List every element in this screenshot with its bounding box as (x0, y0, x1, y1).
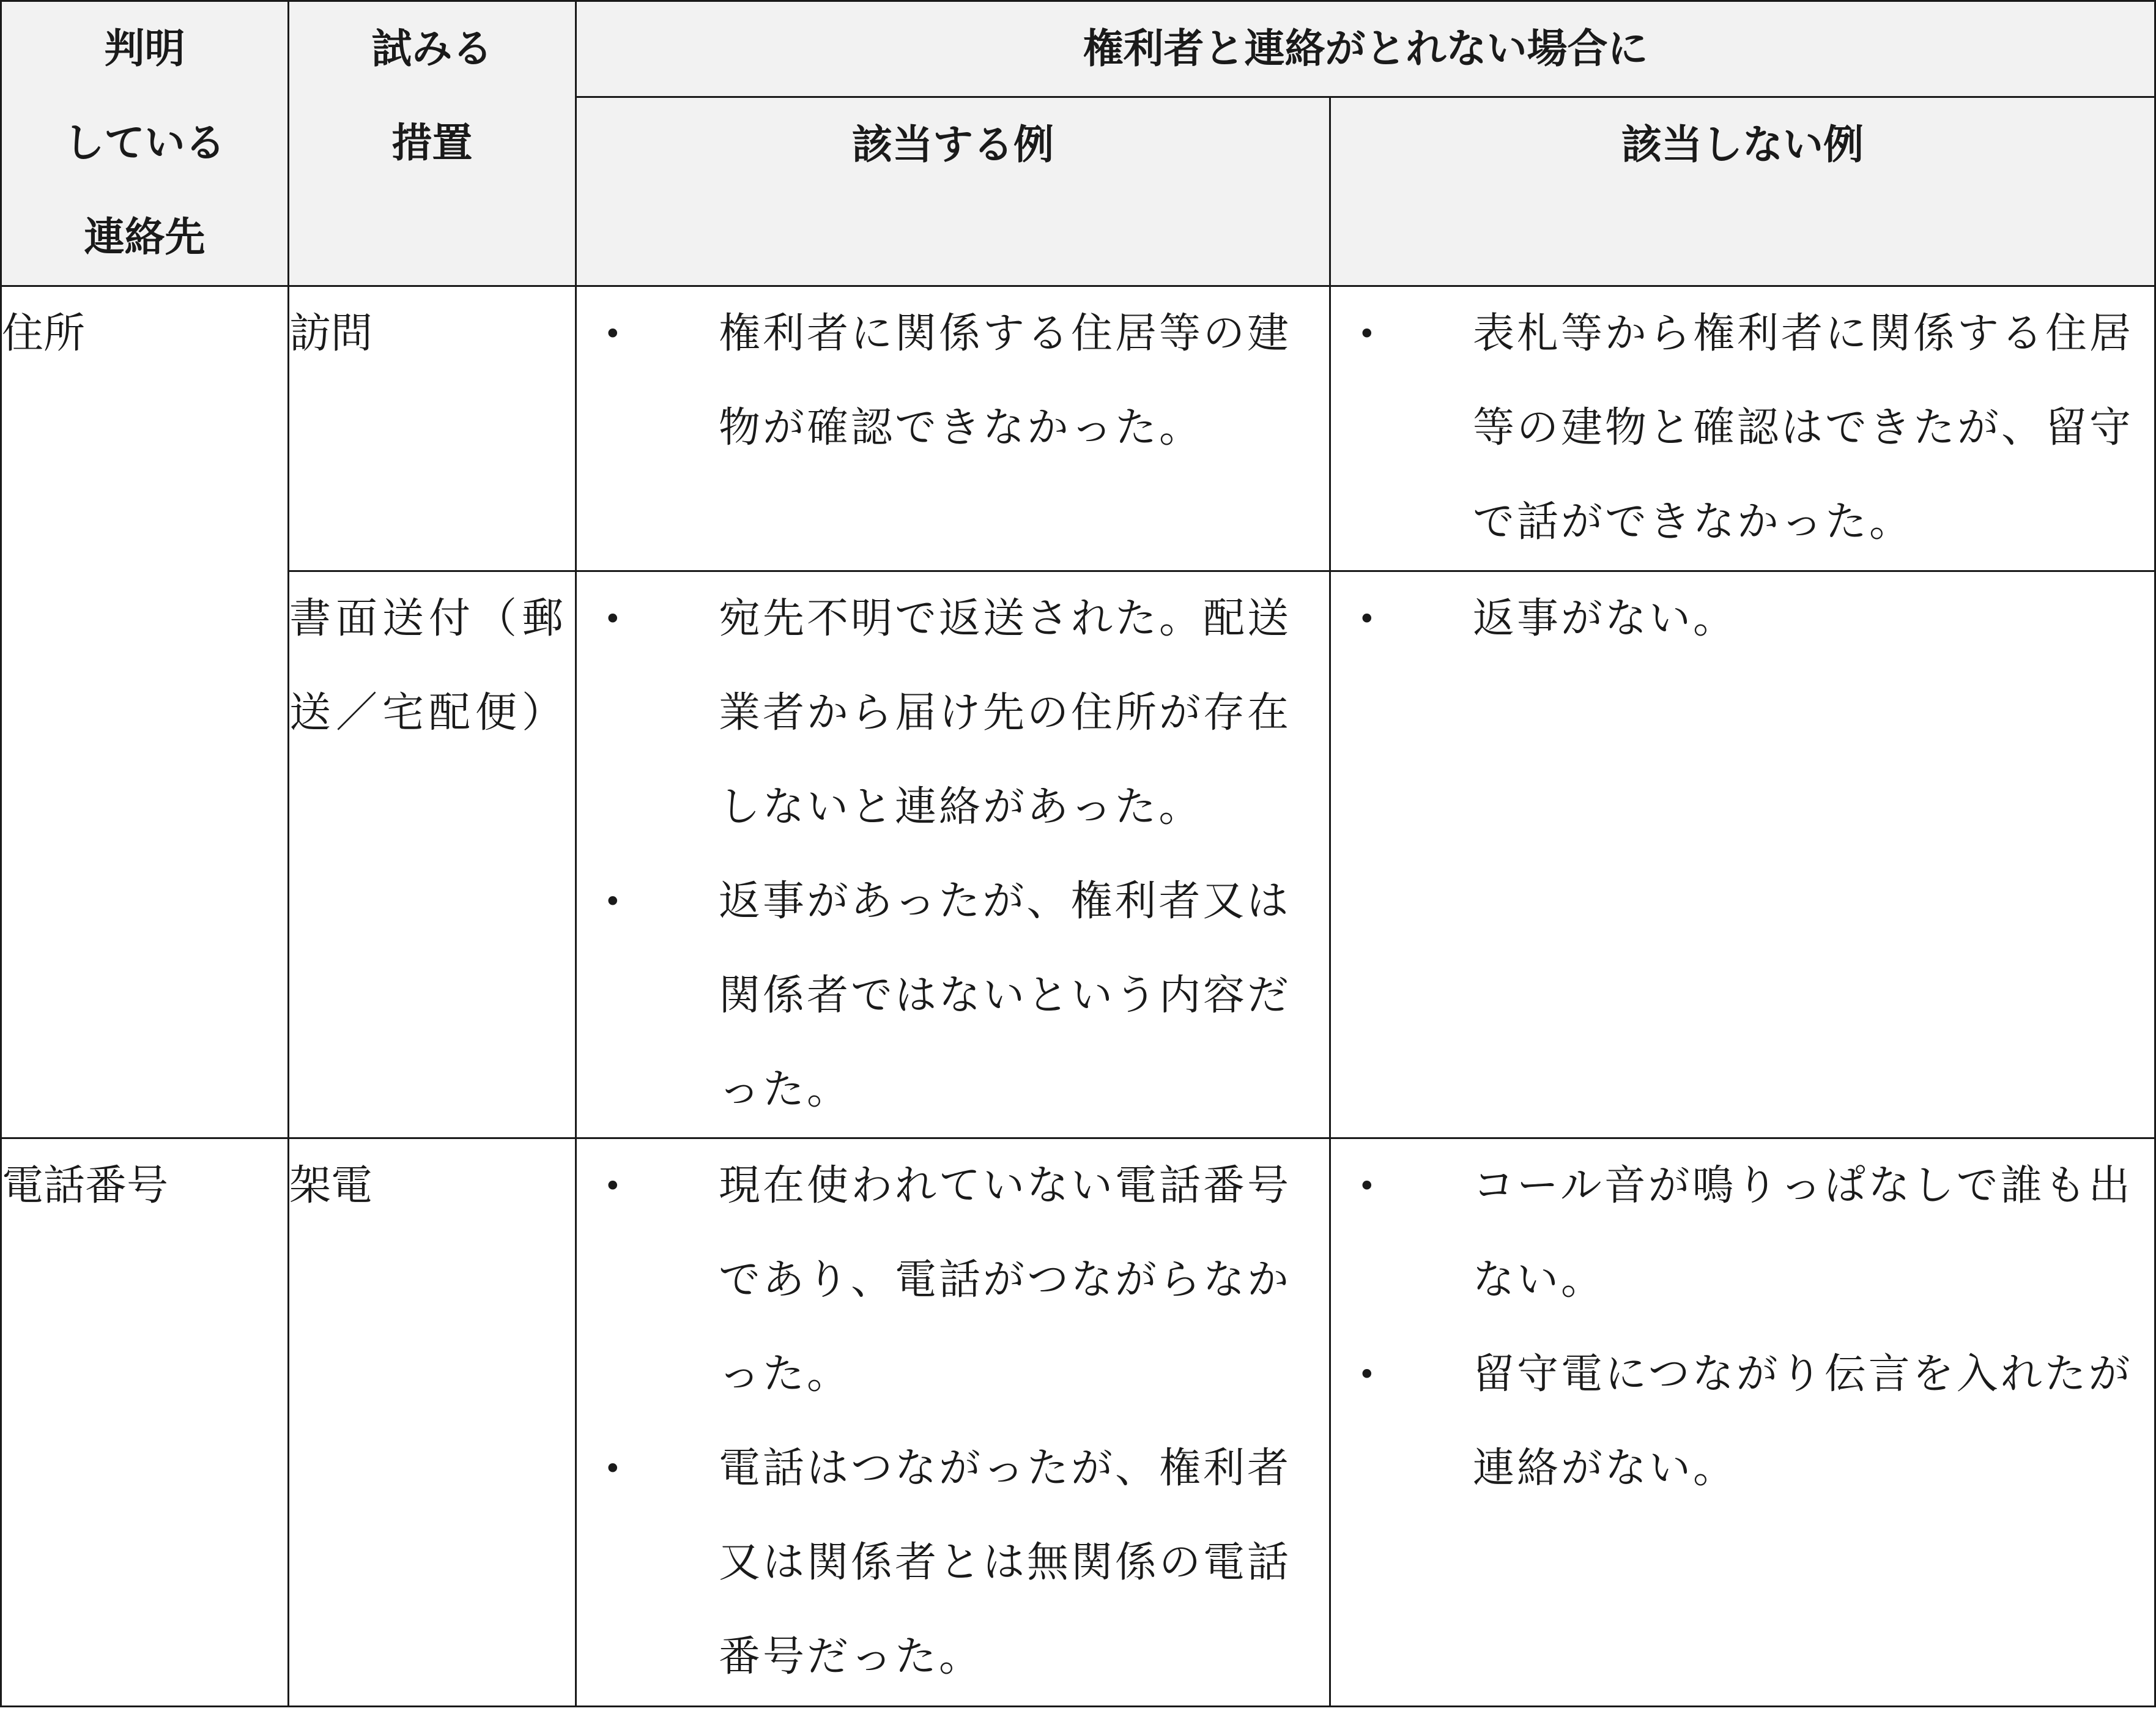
not-applicable-cell (1330, 286, 2155, 571)
header-known-contact-line-3: 連絡先 (84, 213, 206, 261)
list-item (1331, 1139, 2154, 1327)
list-item-text: 表札等から権利者に関係する住居等の建物と確認はできたが、留守で話ができなかった。 (1473, 310, 2134, 546)
bullet-icon: • (604, 1168, 622, 1204)
list-item-text: 宛先不明で返送された。配送業者から届け先の住所が存在しないと連絡があった。 (719, 595, 1292, 831)
contact-text: 電話番号 (2, 1162, 169, 1210)
header-measure (289, 1, 576, 286)
header-measure-line-2: 措置 (391, 119, 473, 166)
bullet-icon: • (604, 884, 622, 919)
not-applicable-cell (1330, 571, 2155, 1138)
list-item (1331, 572, 2154, 666)
list-item-text: 電話はつながったが、権利者又は関係者とは無関係の電話番号だった。 (719, 1444, 1292, 1681)
measure-cell (289, 286, 576, 571)
list-item-text: コール音が鳴りっぱなしで誰も出ない。 (1473, 1162, 2133, 1304)
applicable-cell (576, 571, 1330, 1138)
bullet-icon: • (1358, 1168, 1376, 1204)
header-row-1 (1, 1, 2155, 97)
applicable-cell (576, 286, 1330, 571)
bullet-icon: • (1358, 1357, 1376, 1392)
bullet-icon: • (604, 1451, 622, 1486)
contact-cell (1, 1138, 289, 1707)
bullet-icon: • (1358, 601, 1376, 637)
table-row (1, 286, 2155, 571)
list-item-text: 留守電につながり伝言を入れたが連絡がない。 (1473, 1350, 2133, 1493)
header-known-contact-line-2: している (64, 119, 226, 166)
measure-text: 架電 (289, 1162, 373, 1210)
list-item (1331, 1327, 2154, 1516)
header-measure-line-1: 試みる (371, 25, 493, 72)
list-item (577, 287, 1329, 475)
header-not-applicable: 該当しない例 (1330, 97, 2155, 286)
list-item-text: 権利者に関係する住居等の建物が確認できなかった。 (719, 310, 1292, 452)
header-applicable: 該当する例 (576, 97, 1330, 286)
measure-cell (289, 571, 576, 1138)
list-item (577, 1422, 1329, 1704)
list-item (1331, 287, 2154, 570)
list-item (577, 572, 1329, 855)
applicable-cell (576, 1138, 1330, 1707)
list-item (577, 855, 1329, 1137)
header-known-contact-line-1: 判明 (104, 25, 185, 72)
list-item (577, 1139, 1329, 1422)
header-known-contact (1, 1, 289, 286)
bullet-icon: • (1358, 316, 1376, 352)
measure-text: 書面送付（郵送／宅配便） (289, 595, 569, 737)
measure-text: 訪問 (289, 310, 373, 358)
list-item-text: 返事があったが、権利者又は関係者ではないという内容だった。 (719, 877, 1292, 1114)
table-row (1, 571, 2155, 1138)
bullet-icon: • (604, 601, 622, 637)
contact-text: 住所 (2, 310, 86, 358)
measure-cell (289, 1138, 576, 1707)
list-item-text: 返事がない。 (1473, 595, 1738, 643)
list-item-text: 現在使われていない電話番号であり、電話がつながらなかった。 (719, 1162, 1292, 1398)
not-applicable-cell (1330, 1138, 2155, 1707)
bullet-icon: • (604, 316, 622, 352)
header-group-title: 権利者と連絡がとれない場合に (576, 1, 2155, 97)
table-row (1, 1138, 2155, 1707)
contact-cell (1, 286, 289, 1138)
